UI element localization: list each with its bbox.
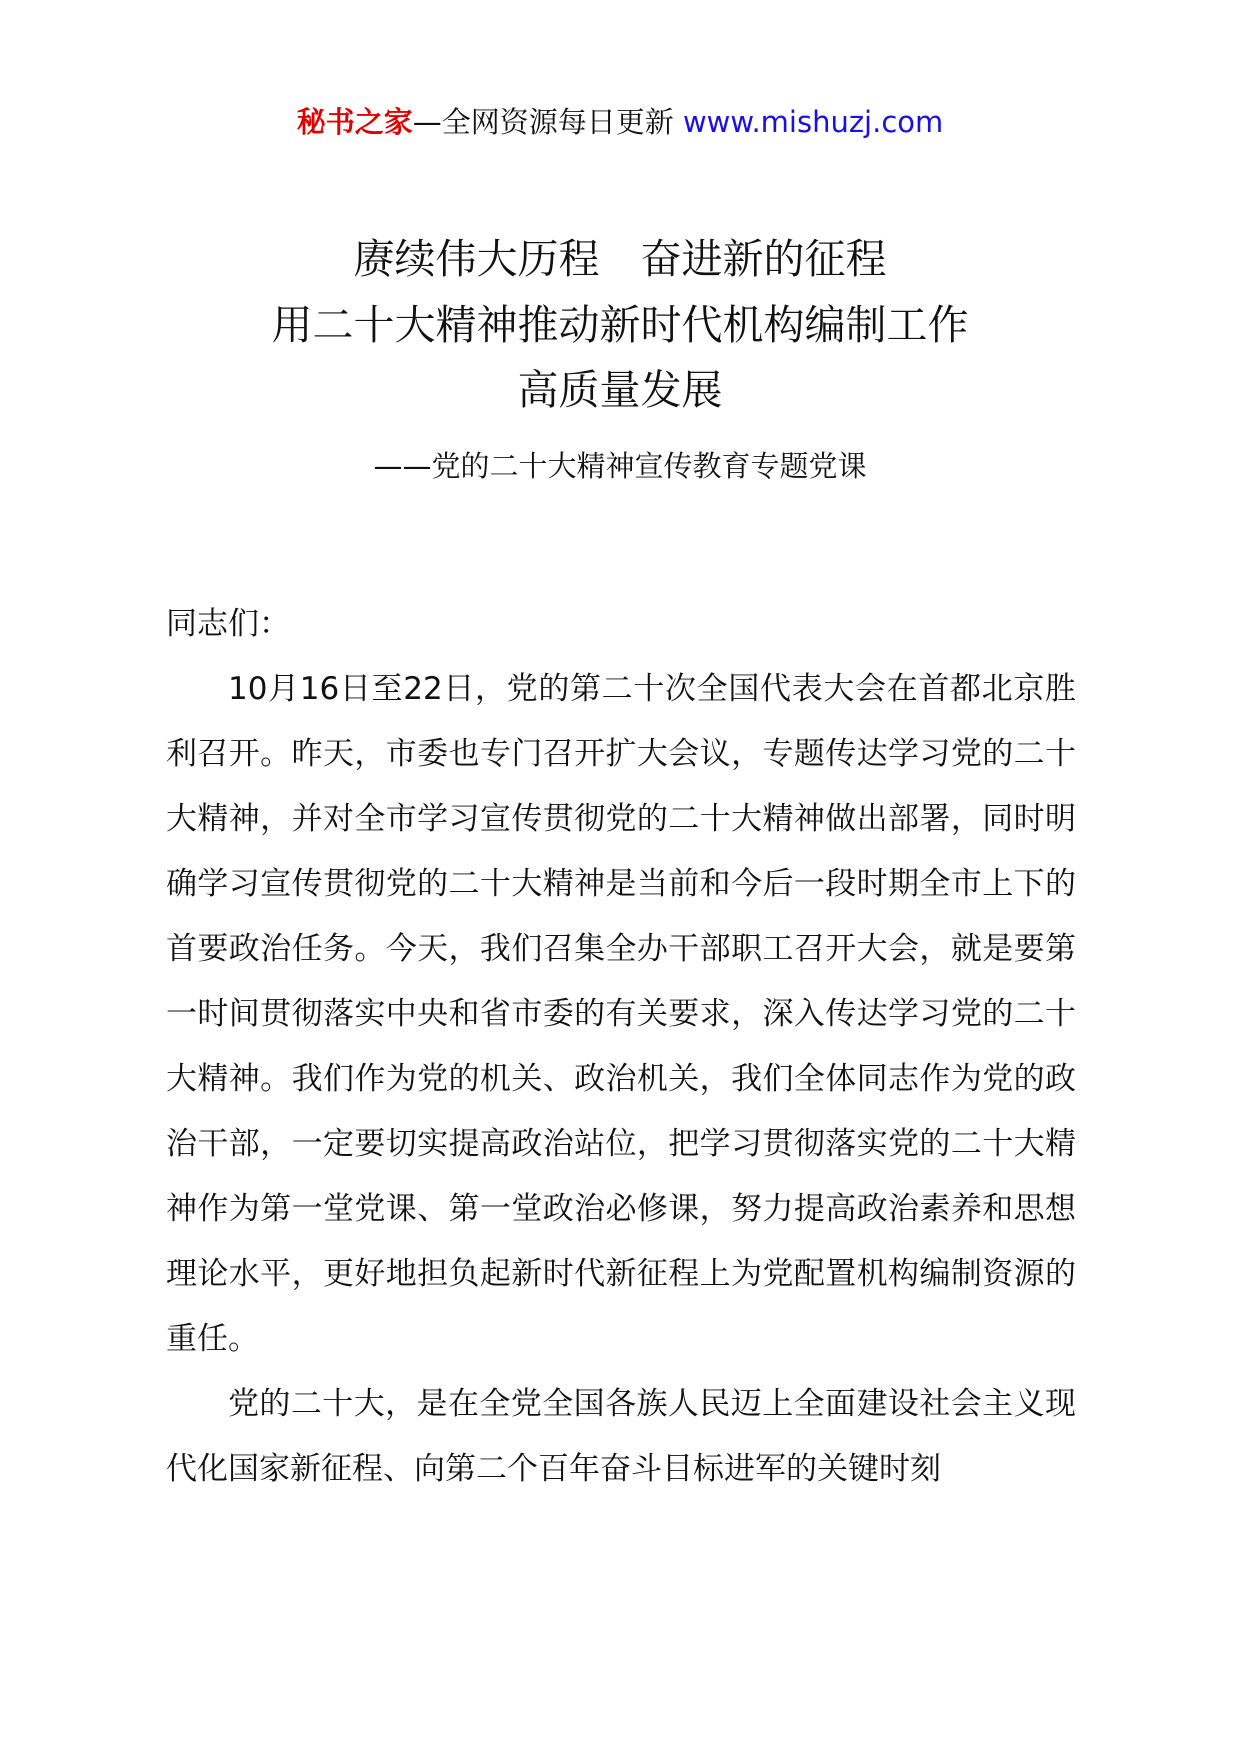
paragraph-1: 10月16日至22日，党的第二十次全国代表大会在首都北京胜利召开。昨天，市委也专门召开扩大会议，专题传达学习党的二十大精神，并对全市学习宣传贯彻党的二十大精神做出部署，同时明确学习宣传贯彻党的二十大精神是当前和今后一段时期全市上下的首要政治任务。今天，我们召集全办干部职工召开大会，就是要第一时间贯彻落实中央和省市委的有关要求，深入传达学习党的二十大精神。我们作为党的机关、政治机关，我们全体同志作为党的政治干部，一定要切实提高政治站位，把学习贯彻落实党的二十大精神作为第一堂党课、第一堂政治必修课，努力提高政治素养和思想理论水平，更好地担负起新时代新征程上为党配置机构编制资源的重任。 [166,671,1076,1357]
paragraph-2: 党的二十大，是在全党全国各族人民迈上全面建设社会主义现代化国家新征程、向第二个百年奋斗目标进军的关键时刻 [166,1386,1076,1487]
document-body [166,592,1076,1502]
subtitle: ——党的二十大精神宣传教育专题党课 [373,449,867,483]
site-header [0,102,1240,142]
title-line-3: 高质量发展 [517,366,723,414]
brand-name: 秘书之家 [296,105,413,139]
salutation: 同志们： [166,606,290,642]
title-line-2: 用二十大精神推动新时代机构编制工作 [271,301,969,349]
site-url-link[interactable]: www.mishuzj.com [682,105,944,139]
site-tagline: —全网资源每日更新 [412,105,674,139]
title-line-1: 赓续伟大历程 奋进新的征程 [353,235,887,283]
